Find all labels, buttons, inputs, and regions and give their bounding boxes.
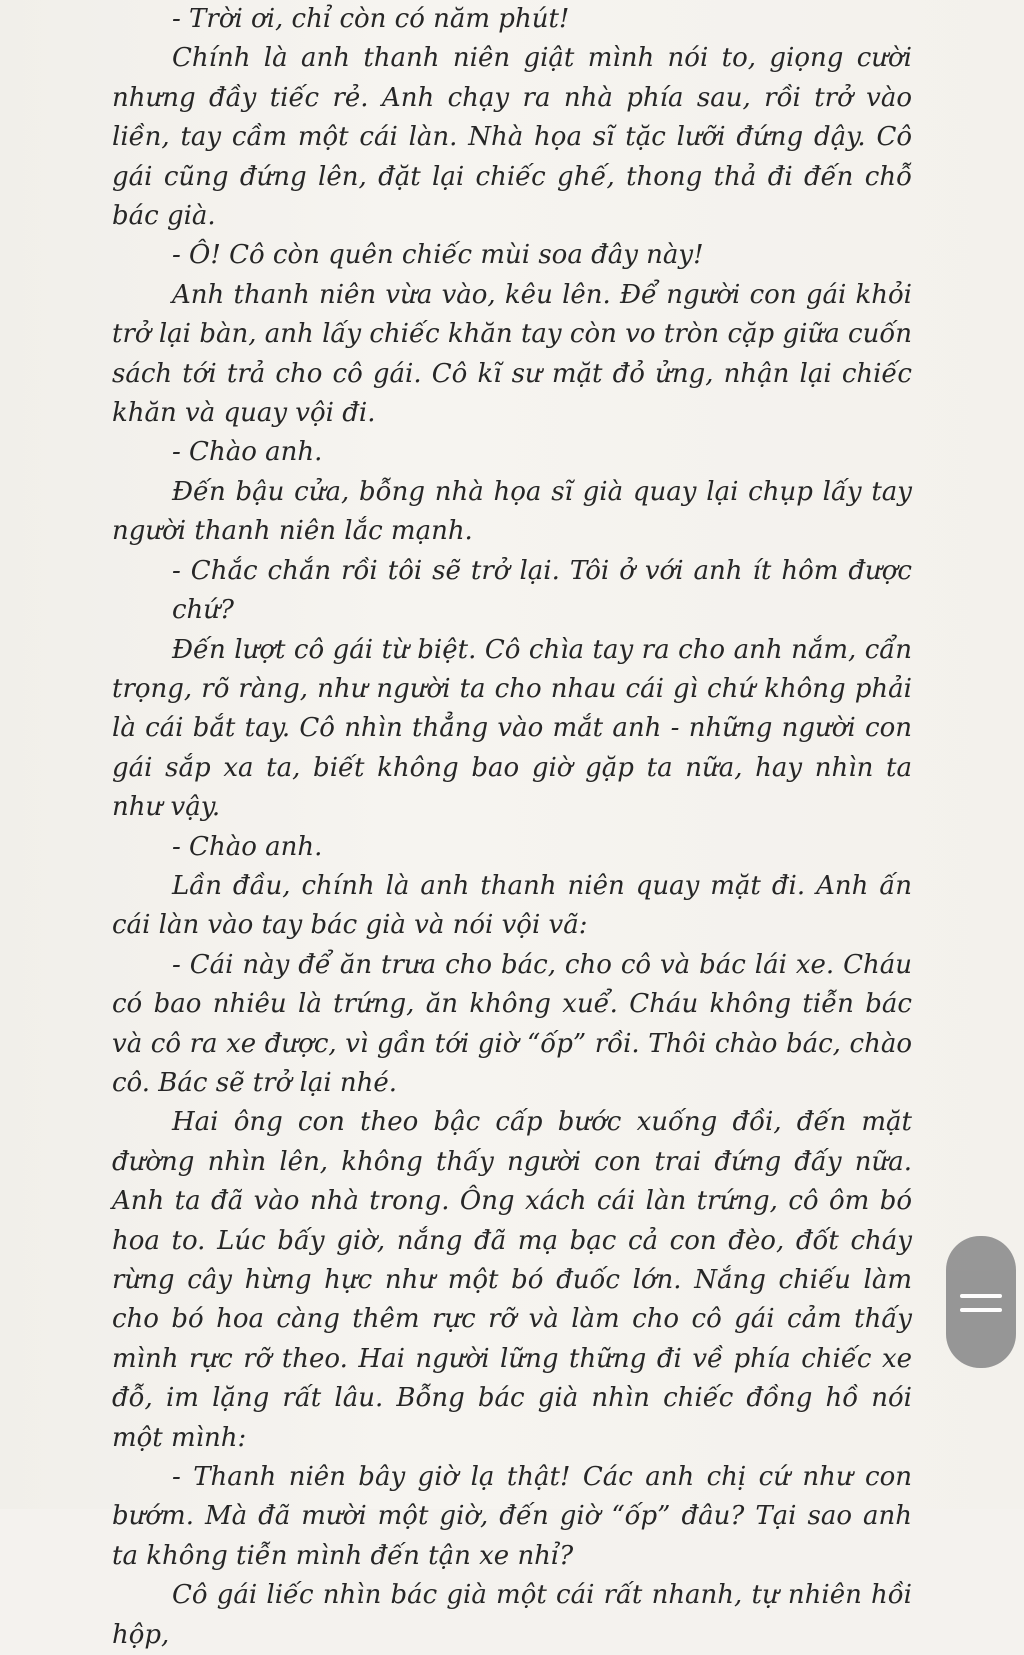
paragraph: - Cái này để ăn trưa cho bác, cho cô và bác lái xe. Cháu có bao nhiêu là trứng, ăn không xuể. Cháu không tiễn bác và cô ra xe được, vì gần tới giờ “ốp” rồi. Thôi chào bác, chào cô. Bác sẽ trở lại nhé. xyxy=(112,949,912,1098)
scroll-handle[interactable] xyxy=(946,1236,1016,1368)
dialog-line: - Trời ơi, chỉ còn có năm phút! xyxy=(172,4,570,34)
paragraph: Hai ông con theo bậc cấp bước xuống đồi, đến mặt đường nhìn lên, không thấy người con trai đứng đấy nữa. Anh ta đã vào nhà trong. Ông xách cái làn trứng, cô ôm bó hoa to. Lúc bấy giờ, nắng đã mạ bạc cả con đèo, đốt cháy rừng cây hừng hực như một bó đuốc lớn. Nắng chiếu làm cho bó hoa càng thêm rực rỡ và làm cho cô gái cảm thấy mình rực rỡ theo. Hai người lững thững đi về phía chiếc xe đỗ, im lặng rất lâu. Bỗng bác già nhìn chiếc đồng hồ nói một mình: xyxy=(112,1107,912,1453)
paragraph: Đến bậu cửa, bỗng nhà họa sĩ già quay lại chụp lấy tay người thanh niên lắc mạnh. xyxy=(112,476,912,547)
dialog-line: - Chào anh. xyxy=(172,831,323,862)
dialog-line: - Ô! Cô còn quên chiếc mùi soa đây này! xyxy=(172,240,704,271)
dialog-line: - Chắc chắn rồi tôi sẽ trở lại. Tôi ở với anh ít hôm được chứ? xyxy=(172,555,912,626)
dialog-line: - Chào anh. xyxy=(172,437,323,468)
paragraph: Chính là anh thanh niên giật mình nói to, giọng cười nhưng đầy tiếc rẻ. Anh chạy ra nhà phía sau, rồi trở vào liền, tay cầm một cái làn. Nhà họa sĩ tặc lưỡi đứng dậy. Cô gái cũng đứng lên, đặt lại chiếc ghế, thong thả đi đến chỗ bác già. xyxy=(112,43,912,232)
paragraph: Anh thanh niên vừa vào, kêu lên. Để người con gái khỏi trở lại bàn, anh lấy chiếc khăn tay còn vo tròn cặp giữa cuốn sách tới trả cho cô gái. Cô kĩ sư mặt đỏ ửng, nhận lại chiếc khăn và quay vội đi. xyxy=(112,279,912,429)
paragraph: Cô gái liếc nhìn bác già một cái rất nhanh, tự nhiên hồi hộp, xyxy=(112,1580,912,1650)
paragraph: Lần đầu, chính là anh thanh niên quay mặt đi. Anh ấn cái làn vào tay bác già và nói vội vã: xyxy=(112,870,912,941)
paragraph: Đến lượt cô gái từ biệt. Cô chìa tay ra cho anh nắm, cẩn trọng, rõ ràng, như người ta cho nhau cái gì chứ không phải là cái bắt tay. Cô nhìn thẳng vào mắt anh - những người con gái sắp xa ta, biết không bao giờ gặp ta nữa, hay nhìn ta như vậy. xyxy=(112,634,912,823)
paragraph: - Thanh niên bây giờ lạ thật! Các anh chị cứ như con bướm. Mà đã mười một giờ, đến giờ “ốp” đâu? Tại sao anh ta không tiễn mình đến tận xe nhỉ? xyxy=(112,1462,912,1571)
document-text xyxy=(112,0,912,1655)
